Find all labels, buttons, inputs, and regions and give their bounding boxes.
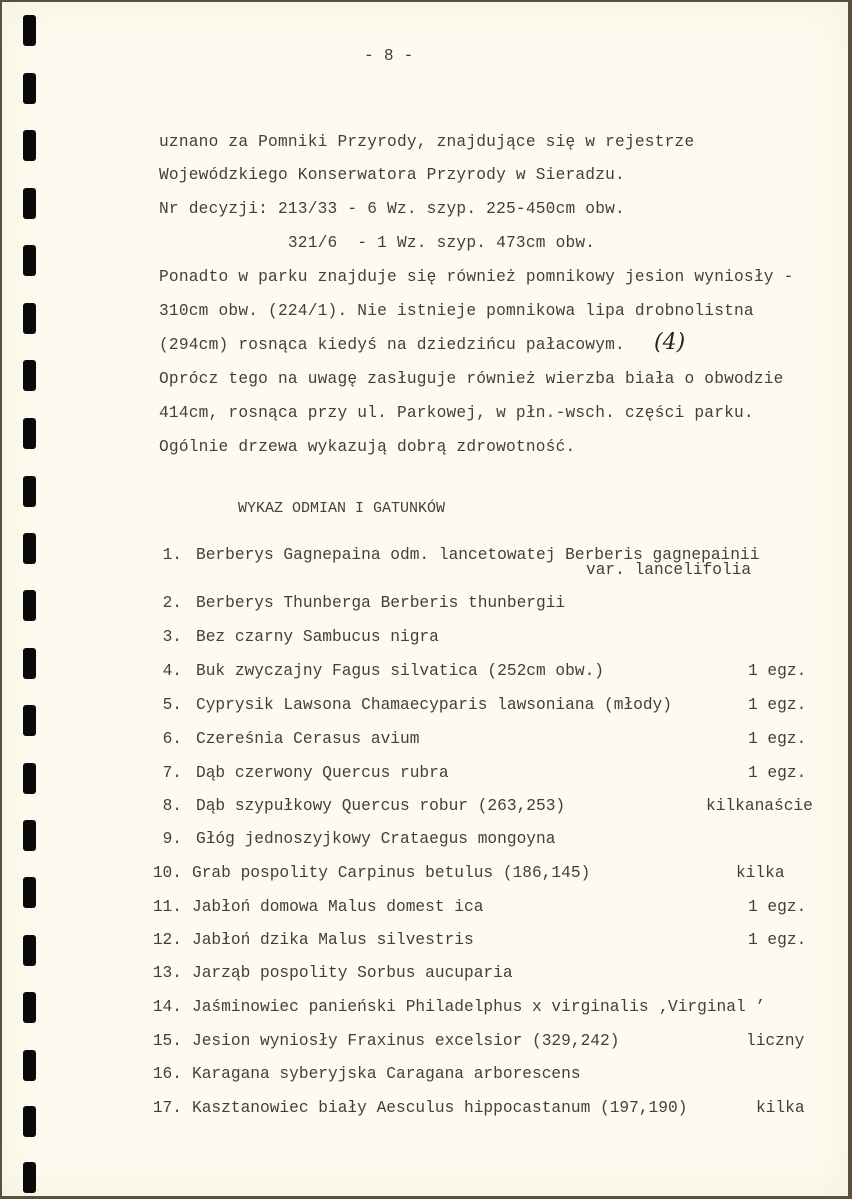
item-number: 13. (152, 964, 182, 982)
item-number: 1. (162, 546, 182, 564)
list-item (2, 1032, 848, 1058)
item-description: Jaśminowiec panieński Philadelphus x virginalis ‚Virginal ’ (192, 998, 766, 1016)
section-heading: WYKAZ ODMIAN I GATUNKÓW (238, 500, 446, 517)
item-number: 6. (162, 730, 182, 748)
paragraph-line: Nr decyzji: 213/33 - 6 Wz. szyp. 225-450cm obw. (159, 200, 625, 218)
list-item (2, 898, 848, 924)
item-quantity: 1 egz. (748, 730, 807, 748)
item-quantity: 1 egz. (748, 898, 807, 916)
item-description: Grab pospolity Carpinus betulus (186,145) (192, 864, 591, 882)
paragraph-line: 310cm obw. (224/1). Nie istnieje pomnikowa lipa drobnolistna (159, 302, 754, 320)
item-description: Czereśnia Cerasus avium (196, 730, 420, 748)
list-item (2, 1065, 848, 1091)
paragraph-line: Ponadto w parku znajduje się również pomnikowy jesion wyniosły - (159, 268, 794, 286)
paragraph-line: 321/6 - 1 Wz. szyp. 473cm obw. (159, 234, 596, 252)
binder-hole-icon (23, 245, 36, 276)
item-number: 17. (152, 1099, 182, 1117)
item-number: 11. (152, 898, 182, 916)
page-number: - 8 - (364, 47, 414, 65)
document-page (2, 2, 848, 1196)
item-number: 10. (152, 864, 182, 882)
item-subline: var. lancelifolia (586, 561, 752, 579)
paragraph-line: Oprócz tego na uwagę zasługuje również wierzba biała o obwodzie (159, 370, 784, 388)
list-item (2, 864, 848, 890)
list-item (2, 931, 848, 957)
item-description: Kasztanowiec biały Aesculus hippocastanum (197,190) (192, 1099, 688, 1117)
list-item (2, 830, 848, 856)
item-quantity: 1 egz. (748, 696, 807, 714)
list-item (2, 998, 848, 1024)
item-description: Jabłoń dzika Malus silvestris (192, 931, 474, 949)
item-description: Jarząb pospolity Sorbus aucuparia (192, 964, 513, 982)
paragraph-line: 414cm, rosnąca przy ul. Parkowej, w płn.-wsch. części parku. (159, 404, 754, 422)
list-item (2, 1099, 848, 1125)
item-description: Jabłoń domowa Malus domest ica (192, 898, 484, 916)
item-number: 3. (162, 628, 182, 646)
paragraph-line: Ogólnie drzewa wykazują dobrą zdrowotność. (159, 438, 576, 456)
item-description: Jesion wyniosły Fraxinus excelsior (329,242) (192, 1032, 620, 1050)
item-description: Berberys Gagnepaina odm. lancetowatej Berberis gagnepainii (196, 546, 760, 564)
paragraph-line: Wojewódzkiego Konserwatora Przyrody w Sieradzu. (159, 166, 625, 184)
list-item (2, 797, 848, 823)
item-number: 7. (162, 764, 182, 782)
list-item (2, 628, 848, 654)
item-quantity: kilkanaście (706, 797, 813, 815)
binder-hole-icon (23, 1162, 36, 1193)
item-description: Głóg jednoszyjkowy Crataegus mongoyna (196, 830, 556, 848)
binder-hole-icon (23, 73, 36, 104)
item-quantity: 1 egz. (748, 931, 807, 949)
list-item (2, 696, 848, 722)
item-quantity: 1 egz. (748, 662, 807, 680)
item-quantity: 1 egz. (748, 764, 807, 782)
binder-hole-icon (23, 360, 36, 391)
list-item (2, 730, 848, 756)
handwritten-note: (4) (654, 330, 686, 355)
item-description: Karagana syberyjska Caragana arborescens (192, 1065, 581, 1083)
binder-hole-icon (23, 188, 36, 219)
list-item (2, 764, 848, 790)
binder-hole-icon (23, 303, 36, 334)
paragraph-line: (294cm) rosnąca kiedyś na dziedzińcu pałacowym. (159, 336, 625, 354)
paragraph-line: uznano za Pomniki Przyrody, znajdujące się w rejestrze (159, 133, 695, 151)
item-quantity: liczny (746, 1032, 805, 1050)
list-item (2, 546, 848, 579)
item-description: Cyprysik Lawsona Chamaecyparis lawsoniana (młody) (196, 696, 672, 714)
item-description: Buk zwyczajny Fagus silvatica (252cm obw.) (196, 662, 604, 680)
binder-hole-icon (23, 15, 36, 46)
item-number: 4. (162, 662, 182, 680)
binder-hole-icon (23, 130, 36, 161)
item-number: 5. (162, 696, 182, 714)
binder-hole-icon (23, 476, 36, 507)
item-number: 14. (152, 998, 182, 1016)
item-description: Bez czarny Sambucus nigra (196, 628, 439, 646)
list-item (2, 662, 848, 688)
item-number: 9. (162, 830, 182, 848)
item-number: 12. (152, 931, 182, 949)
item-description: Dąb szypułkowy Quercus robur (263,253) (196, 797, 566, 815)
item-number: 2. (162, 594, 182, 612)
item-description: Berberys Thunberga Berberis thunbergii (196, 594, 566, 612)
list-item (2, 964, 848, 990)
binder-hole-icon (23, 418, 36, 449)
item-description: Dąb czerwony Quercus rubra (196, 764, 449, 782)
item-quantity: kilka (736, 864, 785, 882)
item-quantity: kilka (756, 1099, 805, 1117)
list-item (2, 594, 848, 620)
item-number: 16. (152, 1065, 182, 1083)
item-number: 15. (152, 1032, 182, 1050)
item-number: 8. (162, 797, 182, 815)
